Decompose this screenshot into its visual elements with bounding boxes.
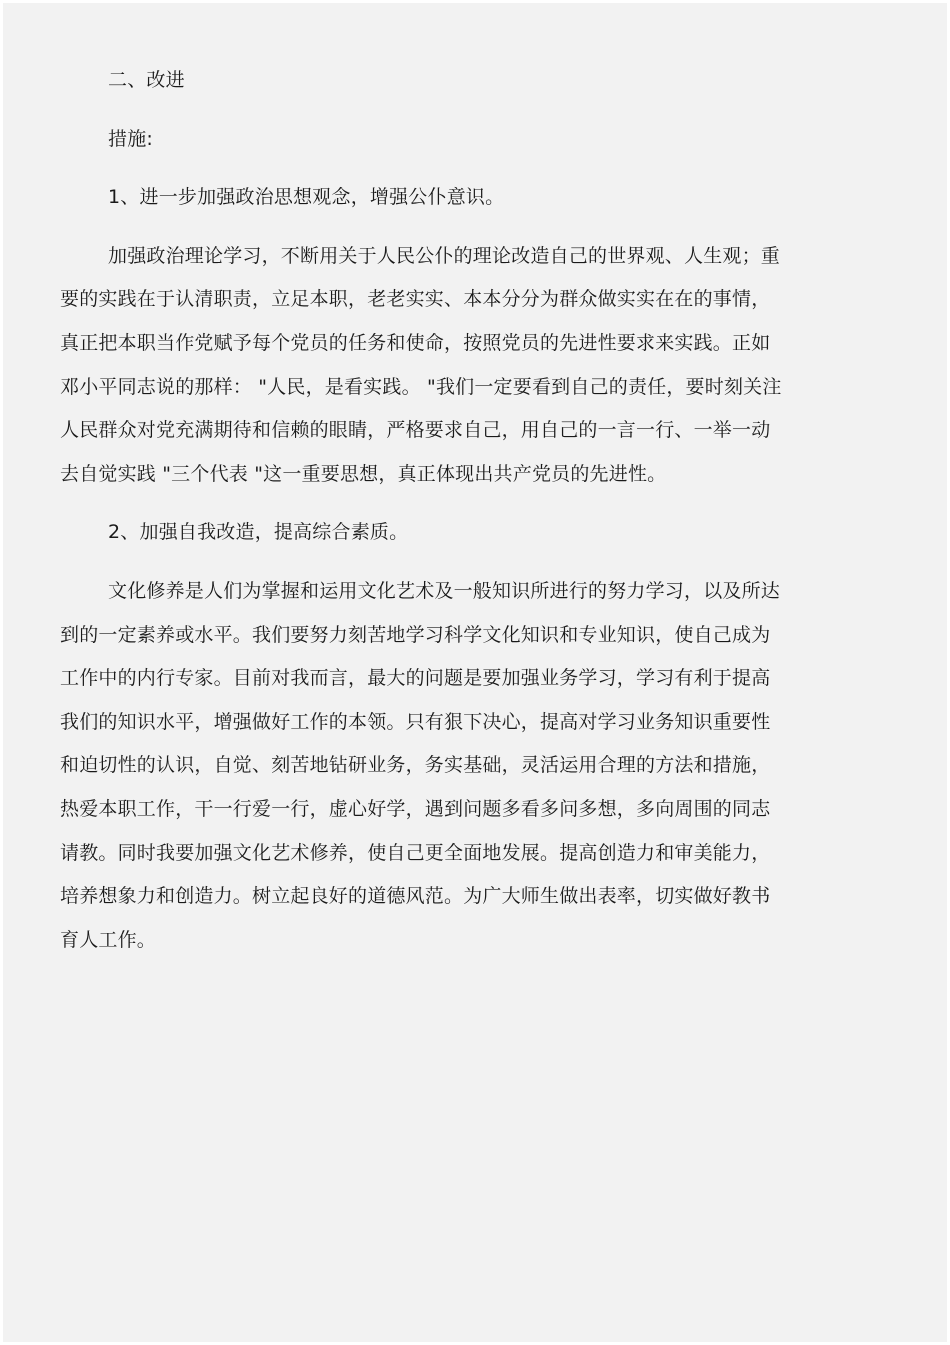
paragraph-line: 热爱本职工作，干一行爱一行，虚心好学，遇到问题多看多问多想，多向周围的同志 (60, 797, 771, 820)
paragraph-line: 真正把本职当作党赋予每个党员的任务和使命，按照党员的先进性要求来实践。正如 (60, 331, 771, 354)
document-page (3, 3, 947, 1342)
paragraph-line: 要的实践在于认清职责，立足本职，老老实实、本本分分为群众做实实在在的事情， (60, 288, 771, 311)
paragraph-line: 到的一定素养或水平。我们要努力刻苦地学习科学文化知识和专业知识，使自己成为 (60, 623, 771, 646)
paragraph-line: 邓小平同志说的那样： "人民，是看实践。 "我们一定要看到自己的责任，要时刻关注 (60, 375, 782, 398)
paragraph-line: 工作中的内行专家。目前对我而言，最大的问题是要加强业务学习，学习有利于提高 (60, 667, 771, 690)
paragraph-line: 我们的知识水平，增强做好工作的本领。只有狠下决心，提高对学习业务知识重要性 (60, 710, 771, 733)
paragraph-line: 培养想象力和创造力。树立起良好的道德风范。为广大师生做出表率，切实做好教书 (60, 885, 771, 908)
paragraph-line: 人民群众对党充满期待和信赖的眼睛，严格要求自己，用自己的一言一行、一举一动 (60, 419, 771, 442)
paragraph-line: 请教。同时我要加强文化艺术修养，使自己更全面地发展。提高创造力和审美能力， (60, 841, 771, 864)
section-heading: 二、改进 (108, 69, 185, 91)
document-body (60, 59, 860, 962)
paragraph-line: 加强政治理论学习，不断用关于人民公仆的理论改造自己的世界观、人生观；重 (108, 244, 781, 267)
measures-label: 措施: (108, 127, 154, 150)
item2-paragraph (60, 570, 860, 962)
paragraph-line: 和迫切性的认识，自觉、刻苦地钻研业务，务实基础，灵活运用合理的方法和措施， (60, 754, 771, 777)
paragraph-line: 去自觉实践 "三个代表 "这一重要思想，真正体现出共产党员的先进性。 (60, 462, 667, 485)
item1-paragraph (60, 235, 860, 497)
paragraph-line: 文化修养是人们为掌握和运用文化艺术及一般知识所进行的努力学习，以及所达 (108, 579, 781, 602)
item2-title: 2、加强自我改造，提高综合素质。 (108, 521, 409, 544)
item1-title: 1、进一步加强政治思想观念，增强公仆意识。 (108, 186, 505, 209)
paragraph-line: 育人工作。 (60, 928, 157, 951)
